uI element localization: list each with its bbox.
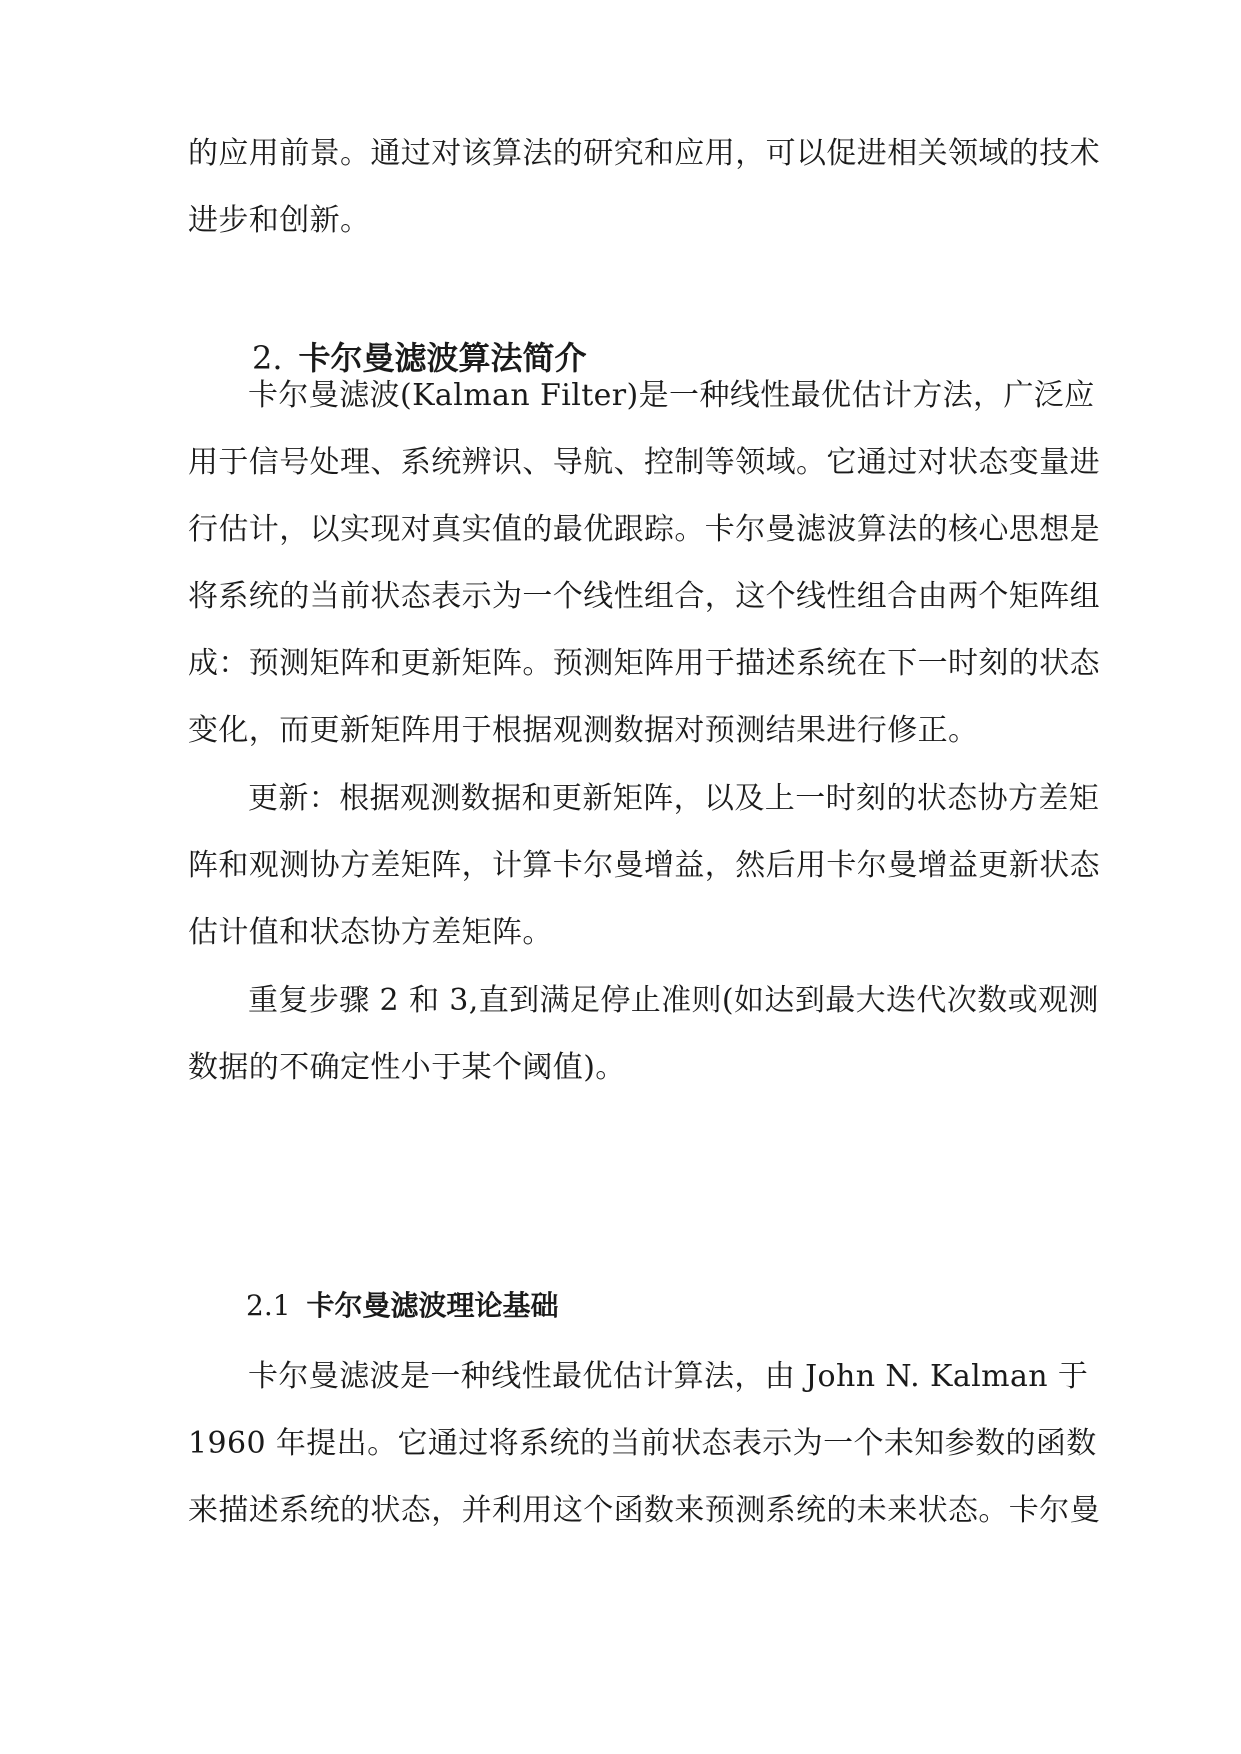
s2-p1-line-2: 用于信号处理、系统辨识、导航、控制等领域。它通过对状态变量进 bbox=[188, 445, 1100, 480]
section-2-1-heading bbox=[246, 1286, 559, 1326]
s2-p2-line-1: 更新：根据观测数据和更新矩阵，以及上一时刻的状态协方差矩 bbox=[248, 781, 1100, 816]
s2-p2-line-2: 阵和观测协方差矩阵，计算卡尔曼增益，然后用卡尔曼增益更新状态 bbox=[188, 848, 1100, 883]
s2-p1-line-1: 卡尔曼滤波(Kalman Filter)是一种线性最优估计方法，广泛应 bbox=[248, 378, 1095, 413]
section-2-1-title: 卡尔曼滤波理论基础 bbox=[306, 1289, 559, 1322]
s2-p1-line-6: 变化，而更新矩阵用于根据观测数据对预测结果进行修正。 bbox=[188, 713, 979, 748]
s2-p3-line-1: 重复步骤 2 和 3,直到满足停止准则(如达到最大迭代次数或观测 bbox=[248, 983, 1099, 1018]
s2-p1-line-3: 行估计，以实现对真实值的最优跟踪。卡尔曼滤波算法的核心思想是 bbox=[188, 512, 1100, 547]
s21-p1-line-1: 卡尔曼滤波是一种线性最优估计算法，由 John N. Kalman 于 bbox=[248, 1359, 1089, 1394]
s2-p1-line-4: 将系统的当前状态表示为一个线性组合，这个线性组合由两个矩阵组 bbox=[188, 579, 1100, 614]
section-2-heading bbox=[252, 336, 587, 380]
intro-line-1: 的应用前景。通过对该算法的研究和应用，可以促进相关领域的技术 bbox=[188, 136, 1100, 171]
section-2-number: 2. bbox=[252, 339, 283, 377]
s21-p1-line-2: 1960 年提出。它通过将系统的当前状态表示为一个未知参数的函数 bbox=[188, 1426, 1097, 1461]
section-2-title: 卡尔曼滤波算法简介 bbox=[298, 339, 587, 377]
section-2-1-number: 2.1 bbox=[246, 1289, 291, 1322]
s2-p3-line-2: 数据的不确定性小于某个阈值)。 bbox=[188, 1050, 626, 1085]
s2-p1-line-5: 成：预测矩阵和更新矩阵。预测矩阵用于描述系统在下一时刻的状态 bbox=[188, 646, 1100, 681]
s2-p2-line-3: 估计值和状态协方差矩阵。 bbox=[188, 915, 553, 950]
s21-p1-line-3: 来描述系统的状态，并利用这个函数来预测系统的未来状态。卡尔曼 bbox=[188, 1493, 1100, 1528]
intro-line-2: 进步和创新。 bbox=[188, 203, 371, 238]
